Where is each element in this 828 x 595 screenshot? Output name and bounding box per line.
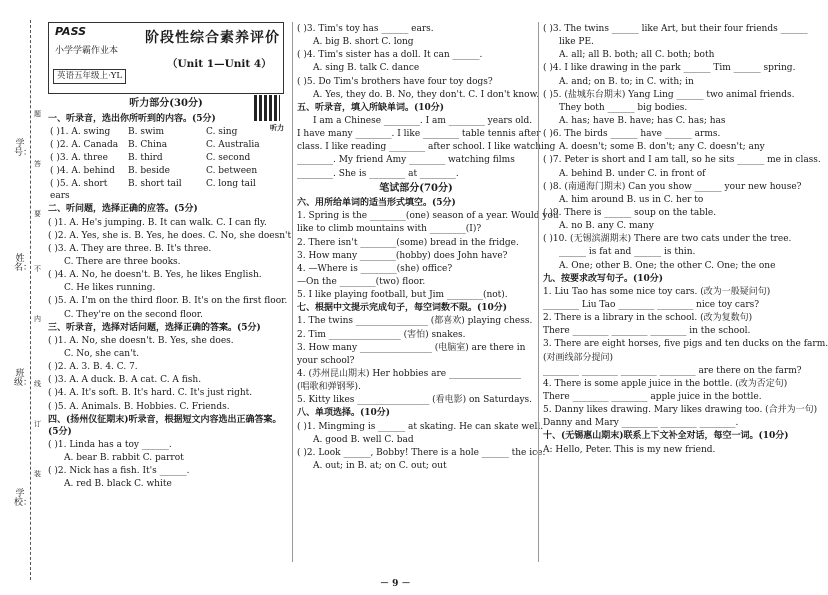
question-line: 1. Spring is the ________(one) season of a year. Would you <box>297 211 559 222</box>
grade-label: 英语五年级上·YL <box>53 69 126 84</box>
question-row <box>48 165 284 177</box>
passage-line: I have many ________. I like ________ table tennis after <box>297 129 541 140</box>
question-line: —On the ________(two) floor. <box>297 277 426 288</box>
question-line: ( )3. A. A duck. B. A cat. C. A fish. <box>48 375 202 386</box>
question-line: A. sing B. talk C. dance <box>313 63 420 74</box>
qr-code-icon[interactable] <box>254 95 280 121</box>
section-10-title: 十、(无锡惠山期末)联系上下文补全对话，每空一词。(10分) <box>543 431 789 442</box>
dialogue-line: A: Hello, Peter. This is my new friend. <box>543 444 716 455</box>
question-line: like PE. <box>559 37 594 48</box>
question-line: ( )7. Peter is short and I am tall, so he sits ______ me in class. <box>543 155 821 166</box>
option-a: ( )4. A. behind <box>50 166 115 177</box>
unit-range: （Unit 1—Unit 4） <box>167 58 272 70</box>
question-line: ( )4. A. No, he doesn't. B. Yes, he likes English. <box>48 270 262 281</box>
question-line: ( )6. The birds ______ have ______ arms. <box>543 129 721 140</box>
binding-line <box>30 20 31 580</box>
question-line: 2. Tim ________________ (害怕) snakes. <box>297 329 466 340</box>
question-line: ________ ________ ________ ________ are there on the farm? <box>543 365 802 376</box>
id-label: 学号： <box>14 139 33 159</box>
question-line: A. bear B. rabbit C. parrot <box>64 453 184 464</box>
question-line: Danny and Mary ________ ________ ________. <box>543 418 739 429</box>
passage-line: ________. She is ________ at ________. <box>297 168 459 179</box>
question-line: A. out; in B. at; on C. out; out <box>313 461 447 471</box>
binding-mark: 线 <box>34 380 41 388</box>
binding-mark: 不 <box>34 265 41 273</box>
question-line: ( )3. Tim's toy has ______ ears. <box>297 24 434 34</box>
question-row <box>48 152 284 164</box>
question-line: 5. Kitty likes ________________ (看电影) on Saturdays. <box>297 395 533 406</box>
listening-title-text: 听力部分(30分) <box>129 98 203 109</box>
question-line: A. and; on B. to; in C. with; in <box>559 76 694 87</box>
option-c: C. between <box>206 166 258 177</box>
column-3 <box>538 22 828 562</box>
question-line: ( )5. (盐城东台期末) Yang Ling ______ two animal friends. <box>543 89 795 100</box>
header-box <box>48 22 284 94</box>
question-line: ( )5. Do Tim's brothers have four toy dogs? <box>297 76 493 87</box>
question-line: A. big B. short C. long <box>313 37 414 48</box>
question-line: 4. There is some apple juice in the bottle. (改为否定句) <box>543 378 788 389</box>
page-title: 阶段性综合素养评价 <box>145 30 280 46</box>
brand-name: 小学学霸作业本 <box>55 46 119 56</box>
question-line: A. no B. any C. many <box>559 221 654 232</box>
question-line: like to climb mountains with ________(I)? <box>297 224 482 235</box>
name-label: 姓名： <box>14 254 33 274</box>
question-line: ( )1. Mingming is ______ at skating. He can skate well. <box>297 421 544 432</box>
binding-mark: 题 <box>34 110 41 118</box>
question-line: ( )4. Tim's sister has a doll. It can ______. <box>297 50 483 61</box>
option-a: ( )1. A. swing <box>50 126 111 137</box>
section-9-title: 九、按要求改写句子。(10分) <box>543 273 664 284</box>
question-row <box>48 178 284 202</box>
school-label: 学校： <box>14 489 33 509</box>
question-line: A. doesn't; some B. don't; any C. doesn't; any <box>559 142 765 153</box>
option-b: B. short tail <box>128 179 182 190</box>
question-line: C. No, she can't. <box>64 349 140 360</box>
question-row <box>48 126 284 138</box>
section-7-title: 七、根据中文提示完成句子，每空词数不限。(10分) <box>297 303 508 314</box>
question-line: 2. There isn't ________(some) bread in the fridge. <box>297 237 519 248</box>
question-line: A. red B. black C. white <box>64 479 172 490</box>
binding-mark: 装 <box>34 470 41 478</box>
option-c: C. long tail <box>206 179 256 190</box>
question-line: 1. Liu Tao has some nice toy cars. (改为一般疑问句) <box>543 286 771 297</box>
question-line: A. Yes, they do. B. No, they don't. C. I don't know. <box>313 89 540 100</box>
question-line: C. He likes running. <box>64 283 156 294</box>
question-line: A. One; other B. One; the other C. One; the one <box>559 260 776 271</box>
option-a: ( )5. A. short ears <box>50 179 108 202</box>
question-line: ( )1. Linda has a toy ______. <box>48 440 172 451</box>
question-line: (唱歌和弹钢琴). <box>297 382 361 393</box>
passage-line: class. I like reading ________ after school. I like watching <box>297 142 556 153</box>
question-line: ( )2. A. 3. B. 4. C. 7. <box>48 362 138 373</box>
option-c: C. Australia <box>206 139 260 150</box>
question-line: ( )1. A. He's jumping. B. It can walk. C. I can fly. <box>48 217 267 228</box>
question-line: ( )3. A. They are three. B. It's three. <box>48 243 212 254</box>
question-line: C. They're on the second floor. <box>64 309 203 320</box>
question-line: ______ is fat and ______ is thin. <box>559 247 696 258</box>
column-1 <box>48 22 294 562</box>
class-label: 班级： <box>14 369 33 389</box>
option-c: C. second <box>206 152 251 163</box>
option-c: C. sing <box>206 126 238 137</box>
question-line: There ________ ________ ________ in the school. <box>543 326 751 337</box>
section-8-title: 八、单项选择。(10分) <box>297 408 391 419</box>
question-line: ( )2. Nick has a fish. It's ______. <box>48 466 190 477</box>
question-line: ( )5. A. Animals. B. Hobbies. C. Friends. <box>48 401 230 412</box>
brand-logo: PASS <box>55 25 87 38</box>
option-b: B. beside <box>128 166 171 177</box>
page-number: － 9 － <box>380 579 411 589</box>
section-6-title: 六、用所给单词的适当形式填空。(5分) <box>297 198 456 209</box>
section-4-title: 四、(扬州仪征期末)听录音，根据短文内容选出正确答案。(5分) <box>48 414 282 437</box>
written-part-title: 笔试部分(70分) <box>379 182 453 194</box>
question-line: 3. How many ________________ (电脑室) are there in <box>297 342 526 353</box>
question-line: ( )2. A. Yes, she is. B. Yes, he does. C. No, she doesn't. <box>48 230 294 241</box>
section-1-title: 一、听录音，选出你所听到的内容。(5分) <box>48 113 216 124</box>
question-line: ( )8. (南通海门期末) Can you show ______ your new house? <box>543 181 802 192</box>
question-line: 4. —Where is ________(she) office? <box>297 263 453 274</box>
option-b: B. third <box>128 152 163 163</box>
section-2-title: 二、听问题，选择正确的应答。(5分) <box>48 204 198 215</box>
question-line: 5. Danny likes drawing. Mary likes drawing too. (合并为一句) <box>543 405 818 416</box>
question-row <box>48 139 284 151</box>
binding-mark: 答 <box>34 160 41 168</box>
question-line: 5. I like playing football, but Jim ________(not). <box>297 290 508 301</box>
question-line: ( )2. Look ______, Bobby! There is a hole ______ the ice. <box>297 447 546 458</box>
binding-mark: 内 <box>34 315 41 323</box>
question-line: 4. (苏州昆山期末) Her hobbies are ________________ <box>297 369 521 380</box>
question-line: A. all; all B. both; all C. both; both <box>559 50 715 61</box>
question-line: your school? <box>297 355 355 366</box>
question-line: A. good B. well C. bad <box>313 434 414 445</box>
question-line: ( )9. There is ______ soup on the table. <box>543 207 717 218</box>
qr-label: 听力 <box>270 123 284 132</box>
section-5-title: 五、听录音，填入所缺单词。(10分) <box>297 102 445 113</box>
option-a: ( )2. A. Canada <box>50 139 119 150</box>
passage-line: I am a Chinese ________. I am ________ years old. <box>313 115 533 126</box>
question-line: A. behind B. under C. in front of <box>559 168 706 179</box>
binding-mark: 要 <box>34 210 41 218</box>
question-line: ( )5. A. I'm on the third floor. B. It's on the first floor. <box>48 296 288 307</box>
question-line: ( )4. I like drawing in the park ______ Tim ______ spring. <box>543 63 796 74</box>
question-line: ________ Liu Tao ________ ________ nice toy cars? <box>543 299 760 310</box>
question-line: 1. The twins ________________ (都喜欢) playing chess. <box>297 316 533 327</box>
option-b: B. swim <box>128 126 165 137</box>
question-line: ( )1. A. No, she doesn't. B. Yes, she does. <box>48 335 234 346</box>
question-line: ( )4. A. It's soft. B. It's hard. C. It's just right. <box>48 388 253 399</box>
question-line: 2. There is a library in the school. (改为复数句) <box>543 313 753 324</box>
question-line: ( )3. The twins ______ like Art, but their four friends ______ <box>543 24 808 34</box>
column-2 <box>292 22 559 562</box>
option-a: ( )3. A. three <box>50 152 108 163</box>
option-b: B. China <box>128 139 168 150</box>
question-line: They both ______ big bodies. <box>559 102 688 113</box>
question-line: ( )10. (无锡滨湖期末) There are two cats under the tree. <box>543 234 792 245</box>
question-line: 3. There are eight horses, five pigs and ten ducks on the farm. <box>543 339 828 350</box>
section-3-title: 三、听录音，选择对话问题，选择正确的答案。(5分) <box>48 322 261 333</box>
passage-line: ________. My friend Amy ________ watching films <box>297 155 515 166</box>
question-line: A. has; have B. have; has C. has; has <box>559 115 726 126</box>
question-line: (对画线部分提问) <box>543 352 614 363</box>
question-line: C. There are three books. <box>64 257 181 268</box>
question-line: 3. How many ________(hobby) does John have? <box>297 250 508 261</box>
binding-mark: 订 <box>34 420 41 428</box>
question-line: A. him around B. us in C. her to <box>559 194 704 205</box>
question-line: There ________ ________ apple juice in the bottle. <box>543 391 762 402</box>
binding-margin <box>0 0 46 595</box>
